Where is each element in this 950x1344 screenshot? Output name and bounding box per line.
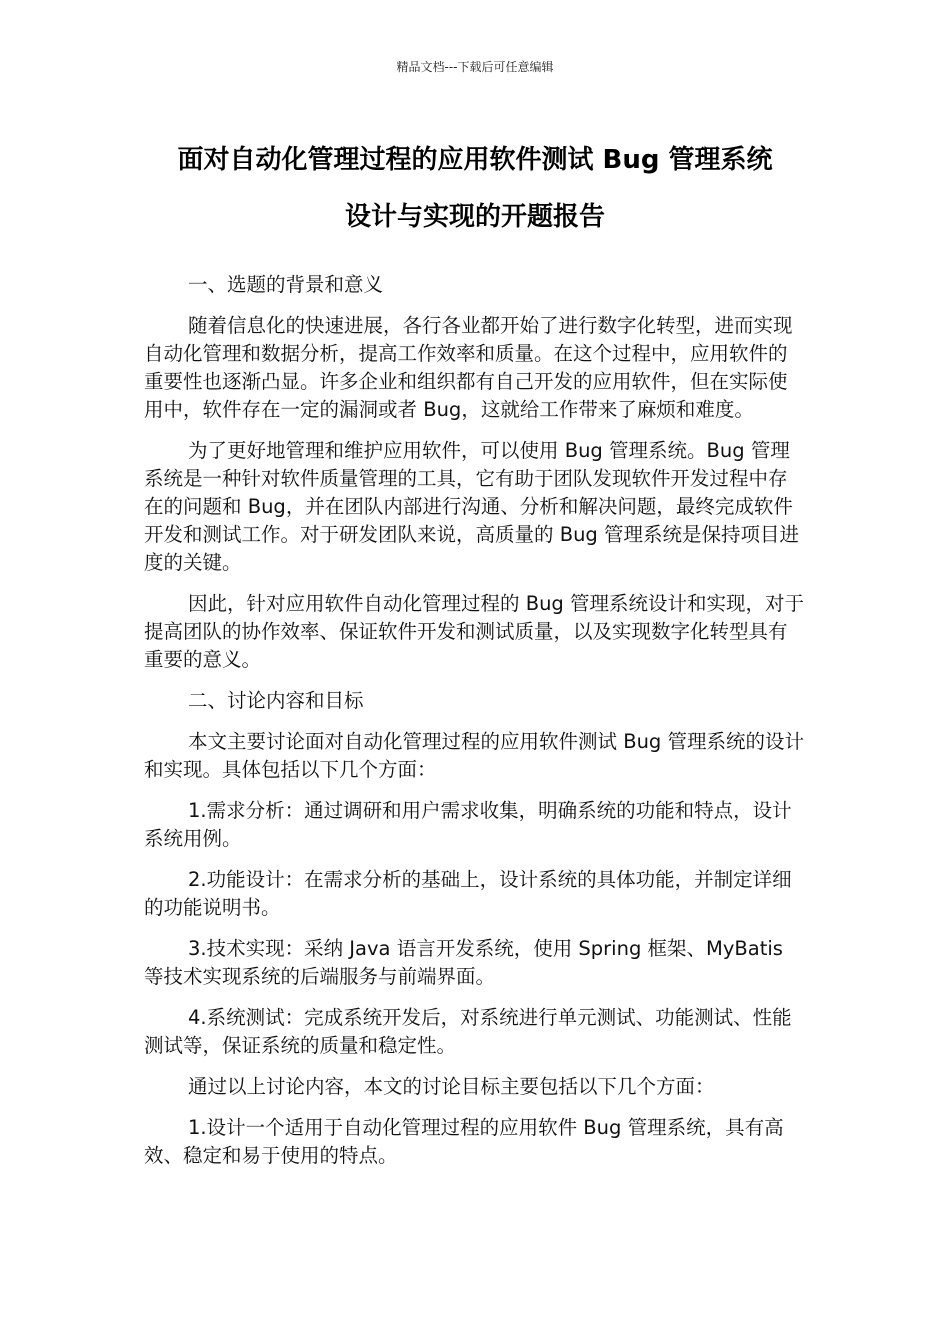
paragraph-bug-system: 为了更好地管理和维护应用软件，可以使用 Bug 管理系统。Bug 管理系统是一种针对软件质量管理的工具，它有助于团队发现软件开发过程中存在的问题和 Bug，并在团队内部进行沟通、分析和解决问题，最终完成软件开发和测试工作。对于研发团队来说，高质量的 Bug 管理系统是保持项目进度的关键。 [144, 439, 800, 574]
list-item-goal-1: 1.设计一个适用于自动化管理过程的应用软件 Bug 管理系统，具有高效、稳定和易于使用的特点。 [144, 1116, 784, 1167]
header-note: 精品文档---下载后可任意编辑 [396, 60, 554, 74]
list-item-tech-implementation: 3.技术实现：采纳 Java 语言开发系统，使用 Spring 框架、MyBatis 等技术实现系统的后端服务与前端界面。 [144, 937, 783, 988]
section-heading-content-goals: 二、讨论内容和目标 [188, 689, 364, 712]
section-heading-background: 一、选题的背景和意义 [188, 273, 384, 296]
paragraph-background: 随着信息化的快速进展，各行各业都开始了进行数字化转型，进而实现自动化管理和数据分析，提高工作效率和质量。在这个过程中，应用软件的重要性也逐渐凸显。许多企业和组织都有自己开发的应用软件，但在实际使用中，软件存在一定的漏洞或者 Bug，这就给工作带来了麻烦和难度。 [144, 314, 793, 421]
list-item-function-design: 2.功能设计：在需求分析的基础上，设计系统的具体功能，并制定详细的功能说明书。 [144, 868, 792, 919]
list-item-requirements: 1.需求分析：通过调研和用户需求收集，明确系统的功能和特点，设计系统用例。 [144, 799, 792, 850]
paragraph-content-intro: 本文主要讨论面对自动化管理过程的应用软件测试 Bug 管理系统的设计和实现。具体包括以下几个方面： [144, 730, 805, 781]
document-body [144, 271, 806, 1183]
paragraph-significance: 因此，针对应用软件自动化管理过程的 Bug 管理系统设计和实现，对于提高团队的协作效率、保证软件开发和测试质量，以及实现数字化转型具有重要的意义。 [144, 592, 805, 671]
list-item-system-testing: 4.系统测试：完成系统开发后，对系统进行单元测试、功能测试、性能测试等，保证系统的质量和稳定性。 [144, 1006, 792, 1057]
document-title-line-1: 面对自动化管理过程的应用软件测试 Bug 管理系统 [177, 145, 773, 175]
document-title-line-2: 设计与实现的开题报告 [344, 202, 605, 232]
paragraph-goals-intro: 通过以上讨论内容，本文的讨论目标主要包括以下几个方面： [188, 1075, 715, 1098]
